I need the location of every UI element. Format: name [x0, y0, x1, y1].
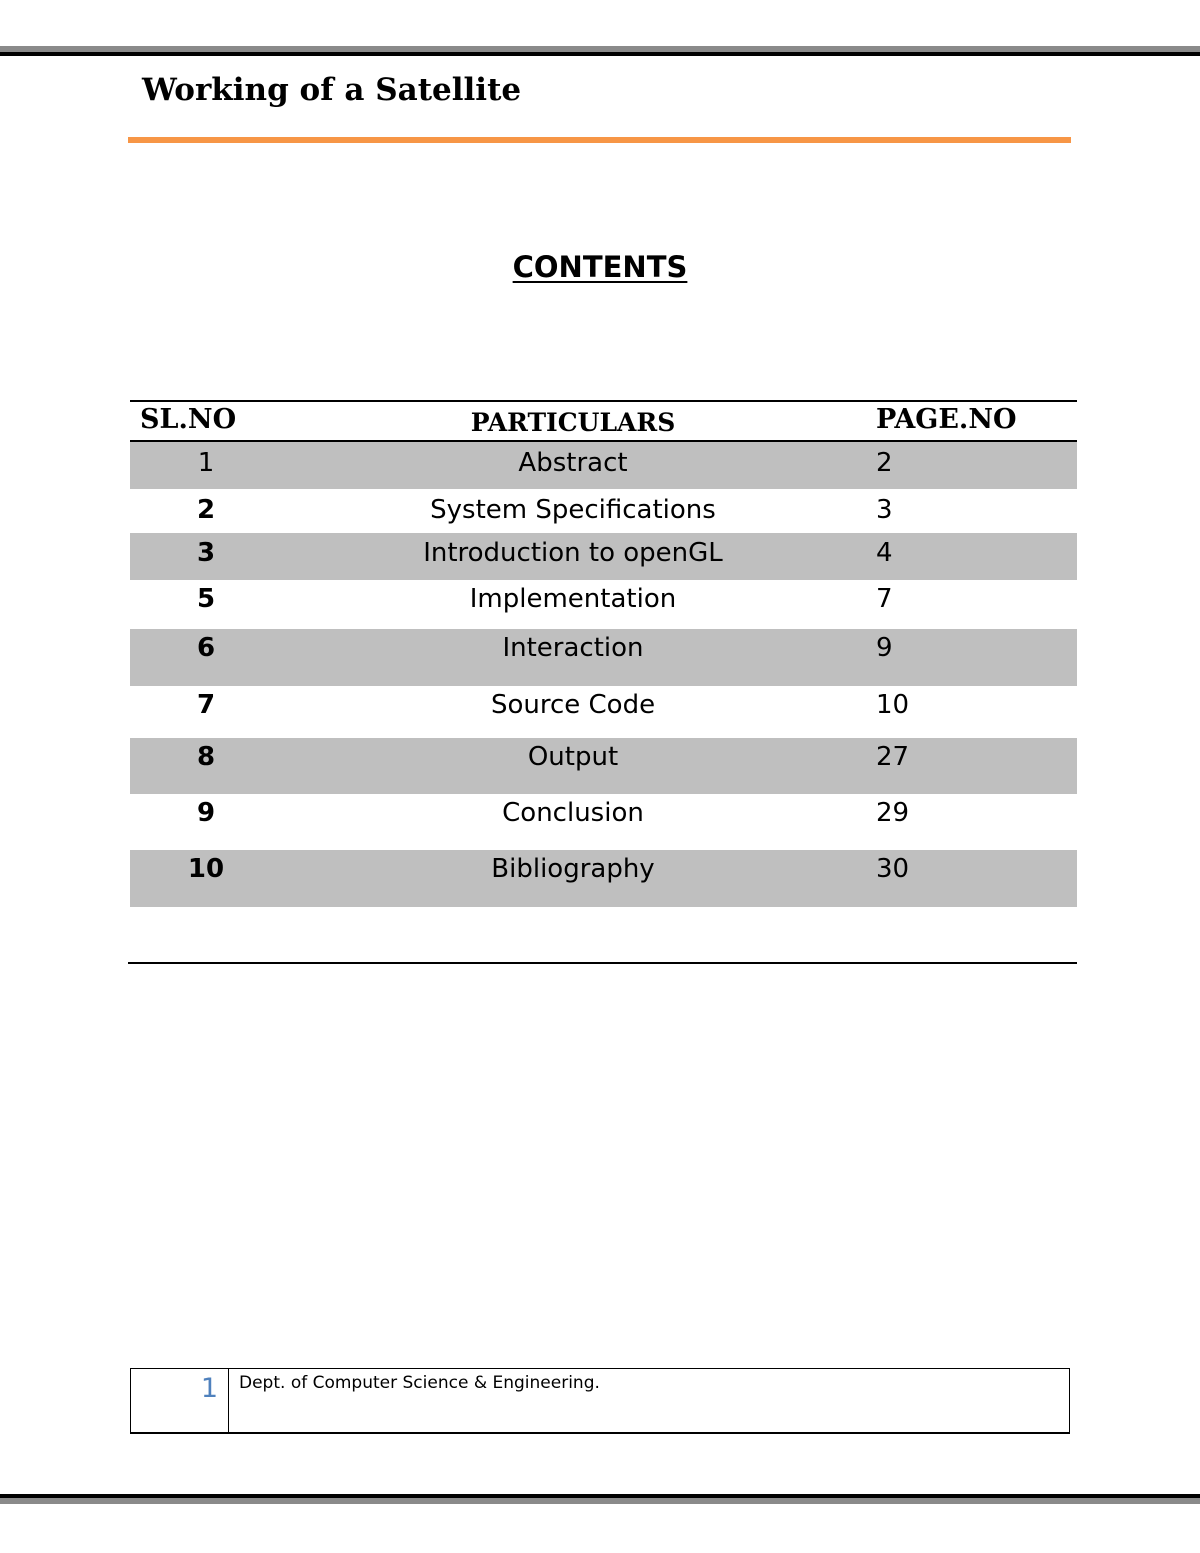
row-sl-no: 2: [196, 495, 216, 525]
row-sl-no: 8: [196, 742, 216, 772]
column-header-page-no: PAGE.NO: [876, 404, 1017, 435]
row-particular: Interaction: [502, 633, 644, 663]
row-particular: System Specifications: [430, 495, 716, 525]
row-page-no: 10: [876, 690, 910, 720]
table-row: [130, 533, 1077, 580]
row-particular: Bibliography: [491, 854, 655, 884]
row-page-no: 30: [876, 854, 910, 884]
row-page-no: 27: [876, 742, 910, 772]
table-row: [130, 580, 1077, 629]
row-sl-no: 10: [187, 854, 225, 884]
row-sl-no: 7: [196, 690, 216, 720]
row-sl-no: 5: [196, 584, 216, 614]
table-row: [130, 489, 1077, 533]
table-row: [130, 686, 1077, 738]
table-row: [130, 850, 1077, 907]
row-sl-no: 3: [196, 538, 216, 568]
row-particular: Implementation: [469, 584, 677, 614]
table-row: [130, 738, 1077, 794]
row-page-no: 4: [876, 538, 893, 568]
document-title: Working of a Satellite: [142, 72, 522, 108]
row-particular: Introduction to openGL: [423, 538, 723, 568]
column-header-particulars: PARTICULARS: [470, 408, 676, 437]
column-header-sl-no: SL.NO: [140, 404, 237, 435]
bottom-border-grey: [0, 1498, 1200, 1504]
table-bottom-rule: [128, 962, 1077, 964]
row-sl-no: 9: [196, 798, 216, 828]
row-page-no: 2: [876, 448, 893, 478]
table-row: [130, 794, 1077, 850]
contents-heading: CONTENTS: [512, 250, 688, 284]
page-footer: [130, 1368, 1070, 1434]
table-row: [130, 442, 1077, 489]
row-particular: Source Code: [490, 690, 656, 720]
footer-page-cell: [131, 1369, 229, 1432]
top-border-black: [0, 52, 1200, 56]
footer-department: Dept. of Computer Science & Engineering.: [239, 1373, 600, 1393]
row-sl-no: 1: [197, 448, 215, 478]
table-row: [130, 629, 1077, 686]
row-particular: Conclusion: [502, 798, 644, 828]
row-page-no: 9: [876, 633, 893, 663]
row-page-no: 7: [876, 584, 893, 614]
page-number: 1: [200, 1373, 218, 1404]
contents-table-header: [130, 400, 1077, 442]
row-particular: Output: [527, 742, 619, 772]
title-accent-rule: [128, 137, 1071, 143]
row-sl-no: 6: [196, 633, 216, 663]
row-particular: Abstract: [518, 448, 628, 478]
row-page-no: 29: [876, 798, 910, 828]
row-page-no: 3: [876, 495, 893, 525]
contents-table: [130, 400, 1077, 907]
